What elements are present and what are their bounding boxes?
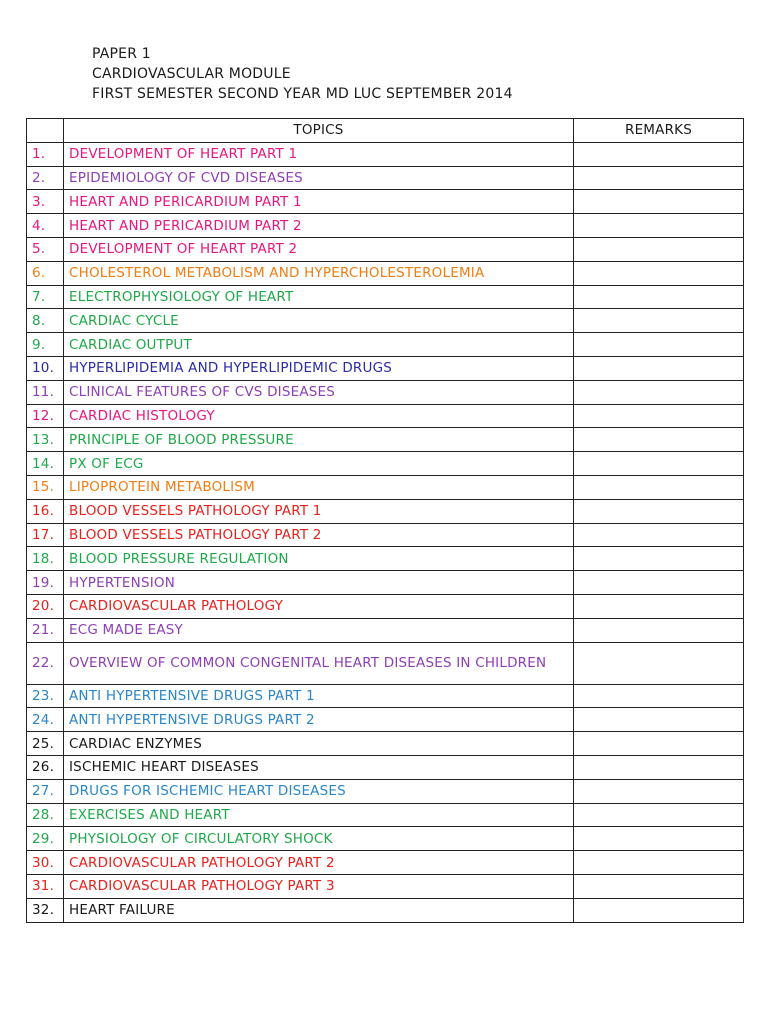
- row-topic: CARDIAC CYCLE: [64, 309, 574, 333]
- table-row: [27, 684, 744, 708]
- row-number: 11.: [27, 380, 64, 404]
- row-remarks: [574, 285, 744, 309]
- table-row: [27, 333, 744, 357]
- table-row: [27, 380, 744, 404]
- row-number: 15.: [27, 475, 64, 499]
- row-topic: HEART AND PERICARDIUM PART 2: [64, 214, 574, 238]
- row-number: 25.: [27, 732, 64, 756]
- table-row: [27, 404, 744, 428]
- row-topic: BLOOD VESSELS PATHOLOGY PART 2: [64, 523, 574, 547]
- row-remarks: [574, 237, 744, 261]
- row-topic: HEART FAILURE: [64, 898, 574, 922]
- row-topic: CARDIAC OUTPUT: [64, 333, 574, 357]
- row-topic: ISCHEMIC HEART DISEASES: [64, 755, 574, 779]
- row-topic: CHOLESTEROL METABOLISM AND HYPERCHOLESTEROLEMIA: [64, 261, 574, 285]
- row-number: 16.: [27, 499, 64, 523]
- table-row: [27, 874, 744, 898]
- row-topic: PX OF ECG: [64, 452, 574, 476]
- row-number: 6.: [27, 261, 64, 285]
- topics-table: [26, 118, 744, 923]
- row-topic: DRUGS FOR ISCHEMIC HEART DISEASES: [64, 779, 574, 803]
- table-row: [27, 214, 744, 238]
- row-remarks: [574, 732, 744, 756]
- table-row: [27, 142, 744, 166]
- table-row: [27, 547, 744, 571]
- row-remarks: [574, 475, 744, 499]
- table-row: [27, 475, 744, 499]
- paper-title: PAPER 1: [92, 46, 151, 62]
- row-number: 26.: [27, 755, 64, 779]
- row-topic: CARDIOVASCULAR PATHOLOGY: [64, 594, 574, 618]
- row-topic: CARDIAC HISTOLOGY: [64, 404, 574, 428]
- row-remarks: [574, 261, 744, 285]
- row-remarks: [574, 618, 744, 642]
- table-row: [27, 452, 744, 476]
- row-number: 20.: [27, 594, 64, 618]
- row-topic: EPIDEMIOLOGY OF CVD DISEASES: [64, 166, 574, 190]
- row-remarks: [574, 874, 744, 898]
- row-remarks: [574, 333, 744, 357]
- row-remarks: [574, 309, 744, 333]
- row-number: 27.: [27, 779, 64, 803]
- row-topic: ANTI HYPERTENSIVE DRUGS PART 2: [64, 708, 574, 732]
- row-remarks: [574, 499, 744, 523]
- table-row: [27, 309, 744, 333]
- table-row: [27, 190, 744, 214]
- row-remarks: [574, 356, 744, 380]
- row-topic: HEART AND PERICARDIUM PART 1: [64, 190, 574, 214]
- row-number: 32.: [27, 898, 64, 922]
- row-remarks: [574, 571, 744, 595]
- remarks-column-header: REMARKS: [574, 119, 744, 143]
- row-topic: HYPERTENSION: [64, 571, 574, 595]
- table-row: [27, 642, 744, 684]
- topics-column-header: TOPICS: [64, 119, 574, 143]
- row-number: 3.: [27, 190, 64, 214]
- row-number: 19.: [27, 571, 64, 595]
- number-column-header: [27, 119, 64, 143]
- row-remarks: [574, 642, 744, 684]
- row-topic: ECG MADE EASY: [64, 618, 574, 642]
- table-row: [27, 356, 744, 380]
- row-remarks: [574, 452, 744, 476]
- row-topic: PHYSIOLOGY OF CIRCULATORY SHOCK: [64, 827, 574, 851]
- row-number: 12.: [27, 404, 64, 428]
- table-row: [27, 428, 744, 452]
- row-number: 28.: [27, 803, 64, 827]
- row-number: 24.: [27, 708, 64, 732]
- table-row: [27, 594, 744, 618]
- row-remarks: [574, 547, 744, 571]
- row-topic: HYPERLIPIDEMIA AND HYPERLIPIDEMIC DRUGS: [64, 356, 574, 380]
- row-number: 29.: [27, 827, 64, 851]
- table-row: [27, 237, 744, 261]
- row-topic: PRINCIPLE OF BLOOD PRESSURE: [64, 428, 574, 452]
- row-remarks: [574, 142, 744, 166]
- row-topic: CARDIOVASCULAR PATHOLOGY PART 3: [64, 874, 574, 898]
- semester-title: FIRST SEMESTER SECOND YEAR MD LUC SEPTEMBER 2014: [92, 86, 513, 102]
- row-number: 21.: [27, 618, 64, 642]
- row-number: 13.: [27, 428, 64, 452]
- table-row: [27, 803, 744, 827]
- table-row: [27, 779, 744, 803]
- row-remarks: [574, 779, 744, 803]
- row-number: 30.: [27, 851, 64, 875]
- row-remarks: [574, 166, 744, 190]
- table-row: [27, 571, 744, 595]
- row-remarks: [574, 898, 744, 922]
- row-topic: EXERCISES AND HEART: [64, 803, 574, 827]
- row-remarks: [574, 404, 744, 428]
- row-number: 31.: [27, 874, 64, 898]
- row-remarks: [574, 523, 744, 547]
- row-remarks: [574, 803, 744, 827]
- row-topic: CARDIAC ENZYMES: [64, 732, 574, 756]
- row-remarks: [574, 594, 744, 618]
- row-remarks: [574, 190, 744, 214]
- table-row: [27, 285, 744, 309]
- row-topic: ANTI HYPERTENSIVE DRUGS PART 1: [64, 684, 574, 708]
- row-remarks: [574, 851, 744, 875]
- row-number: 1.: [27, 142, 64, 166]
- row-topic: LIPOPROTEIN METABOLISM: [64, 475, 574, 499]
- row-remarks: [574, 708, 744, 732]
- row-topic: DEVELOPMENT OF HEART PART 2: [64, 237, 574, 261]
- row-topic: CARDIOVASCULAR PATHOLOGY PART 2: [64, 851, 574, 875]
- table-row: [27, 851, 744, 875]
- table-row: [27, 499, 744, 523]
- row-remarks: [574, 428, 744, 452]
- row-number: 8.: [27, 309, 64, 333]
- table-row: [27, 708, 744, 732]
- table-row: [27, 827, 744, 851]
- row-topic: OVERVIEW OF COMMON CONGENITAL HEART DISEASES IN CHILDREN: [64, 642, 574, 684]
- row-number: 5.: [27, 237, 64, 261]
- row-remarks: [574, 684, 744, 708]
- topic-rows: [27, 142, 744, 922]
- row-number: 2.: [27, 166, 64, 190]
- row-number: 10.: [27, 356, 64, 380]
- document-header: [92, 44, 513, 104]
- row-topic: BLOOD PRESSURE REGULATION: [64, 547, 574, 571]
- row-number: 23.: [27, 684, 64, 708]
- row-number: 22.: [27, 642, 64, 684]
- row-topic: DEVELOPMENT OF HEART PART 1: [64, 142, 574, 166]
- row-number: 7.: [27, 285, 64, 309]
- table-row: [27, 618, 744, 642]
- row-topic: BLOOD VESSELS PATHOLOGY PART 1: [64, 499, 574, 523]
- row-number: 18.: [27, 547, 64, 571]
- row-number: 17.: [27, 523, 64, 547]
- row-topic: CLINICAL FEATURES OF CVS DISEASES: [64, 380, 574, 404]
- row-number: 14.: [27, 452, 64, 476]
- table-row: [27, 732, 744, 756]
- table-header-row: [27, 119, 744, 143]
- table-row: [27, 166, 744, 190]
- table-row: [27, 523, 744, 547]
- row-topic: ELECTROPHYSIOLOGY OF HEART: [64, 285, 574, 309]
- table-row: [27, 261, 744, 285]
- row-number: 9.: [27, 333, 64, 357]
- row-number: 4.: [27, 214, 64, 238]
- row-remarks: [574, 214, 744, 238]
- module-title: CARDIOVASCULAR MODULE: [92, 66, 291, 82]
- table-row: [27, 755, 744, 779]
- row-remarks: [574, 380, 744, 404]
- table-row: [27, 898, 744, 922]
- row-remarks: [574, 755, 744, 779]
- row-remarks: [574, 827, 744, 851]
